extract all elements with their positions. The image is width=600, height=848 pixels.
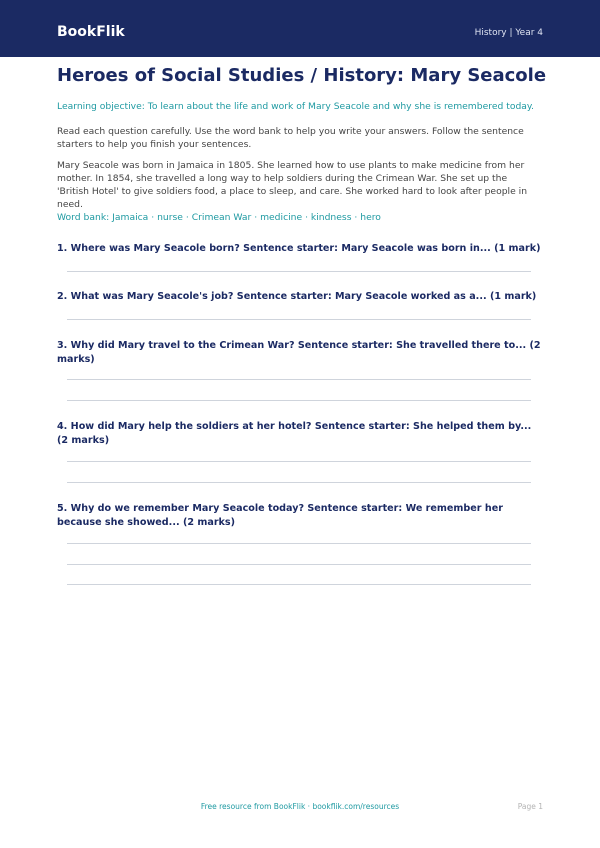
instructions-text: Read each question carefully. Use the word bank to help you write your answers. Follow the sentence starters to help you finish your sentences. [57,126,524,150]
answer-line[interactable] [67,584,531,585]
page-number: Page 1 [517,802,543,811]
page-title: Heroes of Social Studies / History: Mary Seacole [57,65,547,86]
answer-line[interactable] [67,543,531,544]
answer-line[interactable] [67,271,531,272]
answer-line[interactable] [67,564,531,565]
question-5: 5. Why do we remember Mary Seacole today? Sentence starter: We remember her because she showed... (2 marks) [57,503,503,528]
word-bank: Word bank: Jamaica · nurse · Crimean War · medicine · kindness · hero [57,212,381,223]
header-bar [0,0,600,57]
question-4: 4. How did Mary help the soldiers at her hotel? Sentence starter: She helped them by... (2 marks) [57,421,532,446]
reading-passage: Mary Seacole was born in Jamaica in 1805. She learned how to use plants to make medicine from her mother. In 1854, she travelled a long way to help soldiers during the Crimean War. She set up the 'British Hotel' to give soldiers food, a place to sleep, and care. She worked hard to look after people in need. [57,160,528,210]
answer-line[interactable] [67,461,531,462]
question-1: 1. Where was Mary Seacole born? Sentence starter: Mary Seacole was born in... (1 mark) [57,243,541,254]
subject-year-label: History | Year 4 [474,28,543,38]
answer-line[interactable] [67,319,531,320]
footer-credit[interactable]: Free resource from BookFlik · bookflik.com/resources [200,802,400,811]
brand-logo[interactable]: BookFlik [57,24,125,40]
question-3: 3. Why did Mary travel to the Crimean War? Sentence starter: She travelled there to... (2 marks) [57,340,541,365]
answer-line[interactable] [67,400,531,401]
learning-objective: Learning objective: To learn about the life and work of Mary Seacole and why she is remembered today. [57,101,534,112]
answer-line[interactable] [67,482,531,483]
answer-line[interactable] [67,379,531,380]
question-2: 2. What was Mary Seacole's job? Sentence starter: Mary Seacole worked as a... (1 mark) [57,291,537,302]
